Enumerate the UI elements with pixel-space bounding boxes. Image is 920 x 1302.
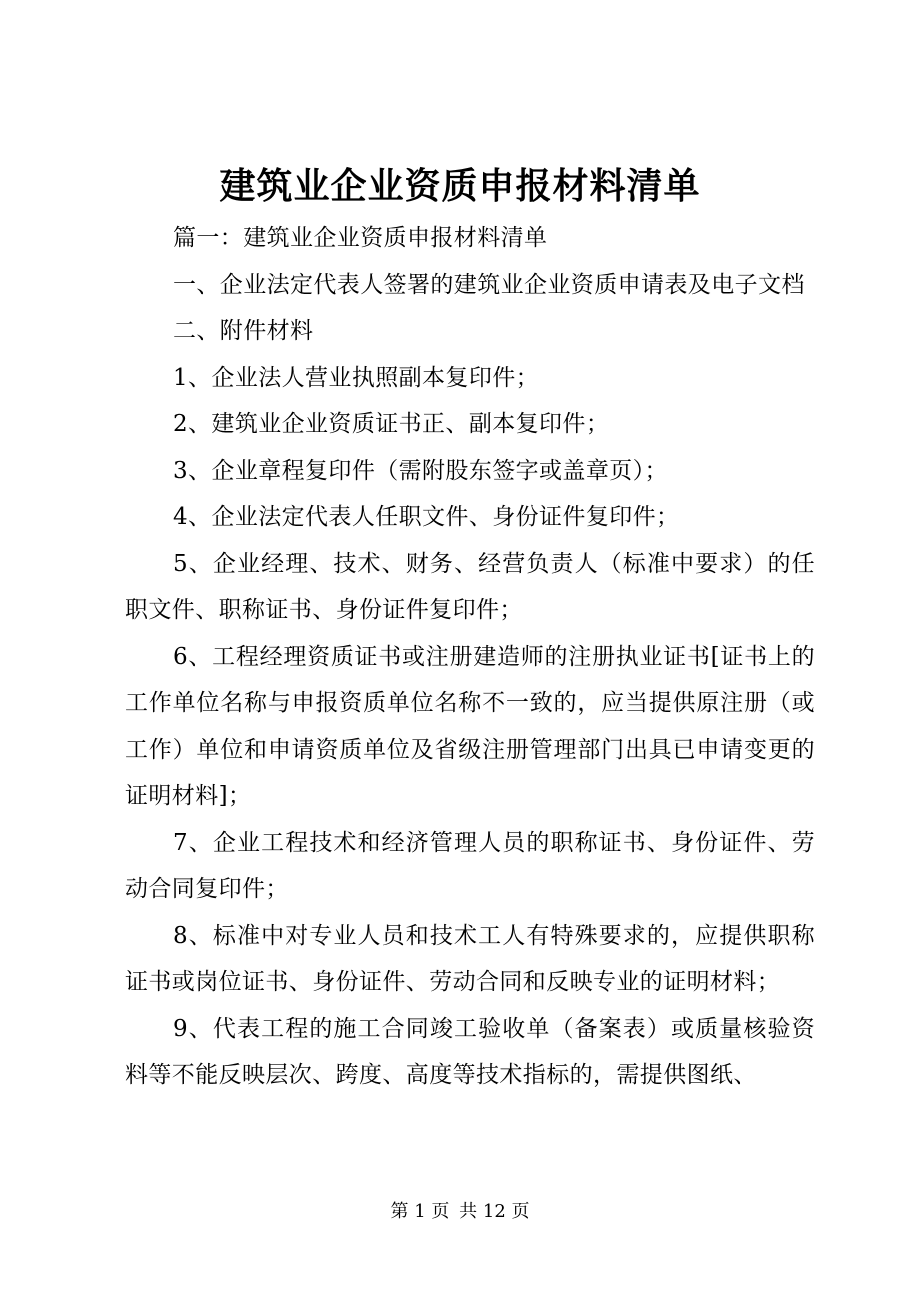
list-item: 8、标准中对专业人员和技术工人有特殊要求的，应提供职称证书或岗位证书、身份证件、劳动合同和反映专业的证明材料； — [125, 922, 815, 995]
page-number: 第 1 页 — [390, 1201, 450, 1222]
paragraph-heading: 篇一：建筑业企业资质申报材料清单 — [173, 225, 548, 251]
list-item: 3、企业章程复印件（需附股东签字或盖章页）； — [173, 457, 668, 484]
list-item: 4、企业法定代表人任职文件、身份证件复印件； — [173, 504, 680, 530]
list-item: 5、企业经理、技术、财务、经营负责人（标准中要求）的任职文件、职称证书、身份证件复印件； — [125, 550, 815, 623]
total-pages: 共 12 页 — [459, 1201, 530, 1222]
list-item: 6、工程经理资质证书或注册建造师的注册执业证书[证书上的工作单位名称与申报资质单位名称不一致的，应当提供原注册（或工作）单位和申请资质单位及省级注册管理部门出具已申请变更的证明材料]； — [125, 643, 815, 809]
list-item: 1、企业法人营业执照副本复印件； — [173, 364, 540, 391]
document-title: 建筑业企业资质申报材料清单 — [219, 165, 701, 207]
list-item: 7、企业工程技术和经济管理人员的职称证书、身份证件、劳动合同复印件； — [125, 829, 815, 902]
paragraph-item-2: 二、附件材料 — [173, 318, 314, 344]
list-item: 2、建筑业企业资质证书正、副本复印件； — [173, 411, 610, 437]
list-item: 9、代表工程的施工合同竣工验收单（备案表）或质量核验资料等不能反映层次、跨度、高度等技术指标的，需提供图纸、 — [125, 1015, 815, 1088]
document-body — [125, 215, 815, 1099]
paragraph-item-1: 一、企业法定代表人签署的建筑业企业资质申请表及电子文档 — [173, 271, 805, 298]
page-footer — [0, 1198, 920, 1226]
